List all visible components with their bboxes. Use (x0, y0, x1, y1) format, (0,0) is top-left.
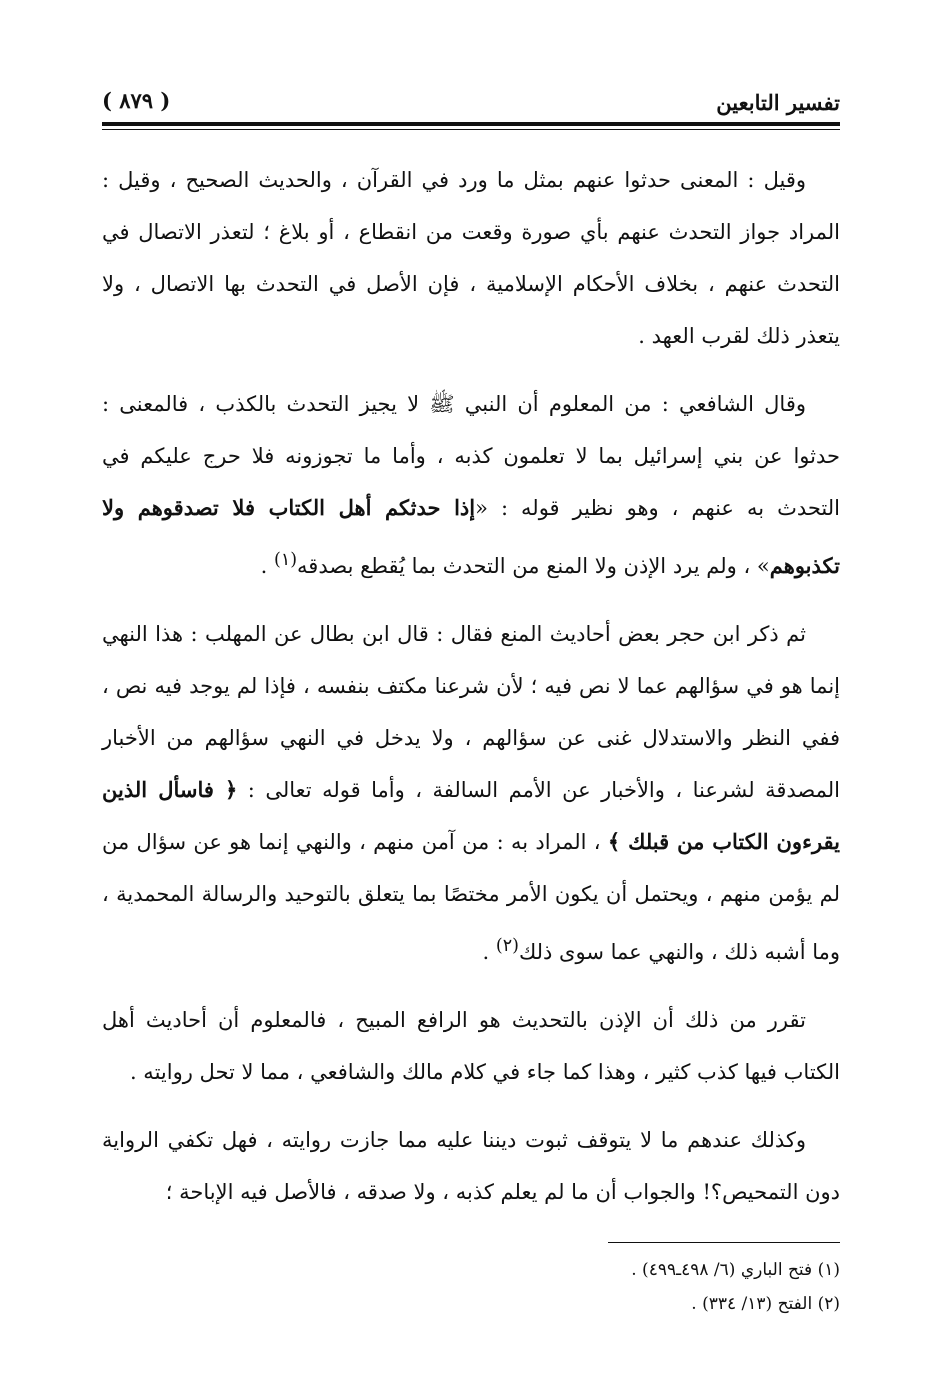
document-page (102, 80, 840, 1321)
body-text (102, 154, 840, 1218)
quoted-text: ﴿ فاسأل الذين يقرءون الكتاب من قبلك ﴾ (102, 777, 841, 854)
paragraph-text: » ، ولم يرد الإذن ولا المنع من التحدث بما يُقطع بصدقه (297, 554, 770, 578)
paragraph-text: . (482, 940, 496, 964)
paragraph-text: ثم ذكر ابن حجر بعض أحاديث المنع فقال : قال ابن بطال عن المهلب : هذا النهي إنما هو في سؤالهم عما لا نص فيه ؛ لأن شرعنا مكتف بنفسه ، فإذا لم يوجد فيه نص ، ففي النظر والاستدلال غنى عن سؤالهم ، ولا يدخل في النهي سؤالهم من الأخبار المصدقة لشرعنا ، والأخبار عن الأمم السالفة ، وأما قوله تعالى : (102, 622, 841, 802)
book-title: تفسير التابعين (716, 90, 840, 115)
footnote: (١) فتح الباري (٦/ ٤٩٨ـ٤٩٩) . (631, 1260, 840, 1280)
paragraph-text: ، المراد به : من آمن منهم ، والنهي إنما هو عن سؤال من لم يؤمن منهم ، ويحتمل أن يكون الأمر مختصًا بما يتعلق بالتوحيد والرسالة المحمدية ، وما أشبه ذلك ، والنهي عما سوى ذلك (102, 830, 840, 964)
footnote: (٢) الفتح (١٣/ ٣٣٤) . (691, 1294, 840, 1314)
paragraph-text: . (260, 554, 274, 578)
paragraph (102, 1114, 840, 1218)
paragraph (102, 608, 840, 978)
footnote-ref: (١) (273, 550, 298, 570)
running-header (102, 80, 840, 122)
paragraph-text: وكذلك عندهم ما لا يتوقف ثبوت ديننا عليه مما جازت روايته ، فهل تكفي الرواية دون التمحيص؟! والجواب أن ما لم يعلم كذبه ، ولا صدقه ، فالأصل فيه الإباحة ؛ (102, 1128, 840, 1204)
paragraph (102, 378, 840, 592)
paragraph-text: تقرر من ذلك أن الإذن بالتحديث هو الرافع المبيح ، فالمعلوم أن أحاديث أهل الكتاب فيها كذب كثير ، وهذا كما جاء في كلام مالك والشافعي ، مما لا تحل روايته . (102, 1008, 840, 1084)
paragraph (102, 154, 840, 362)
footnote-separator (608, 1242, 840, 1243)
page-number: ( ٨٧٩ ) (102, 88, 171, 113)
paragraph-text: وقيل : المعنى حدثوا عنهم بمثل ما ورد في القرآن ، والحديث الصحيح ، وقيل : المراد جواز التحدث عنهم بأي صورة وقعت من انقطاع ، أو بلاغ ؛ لتعذر الاتصال في التحدث عنهم ، بخلاف الأحكام الإسلامية ، فإن الأصل في التحدث بها الاتصال ، ولا يتعذر ذلك لقرب العهد . (102, 168, 840, 348)
paragraph (102, 994, 840, 1098)
quoted-text: إذا حدثكم أهل الكتاب فلا تصدقوهم ولا تكذبوهم (102, 495, 840, 578)
header-rule-thin (102, 129, 840, 130)
paragraph-text: وقال الشافعي : من المعلوم أن النبي ﷺ لا يجيز التحدث بالكذب ، فالمعنى : حدثوا عن بني إسرائيل بما لا تعلمون كذبه ، وأما ما تجوزونه فلا حرج عليكم في التحدث به عنهم ، وهو نظير قوله : « (102, 392, 840, 520)
footnotes (102, 1253, 840, 1321)
footnote-ref: (٢) (495, 936, 519, 956)
header-rule-thick (102, 122, 840, 126)
